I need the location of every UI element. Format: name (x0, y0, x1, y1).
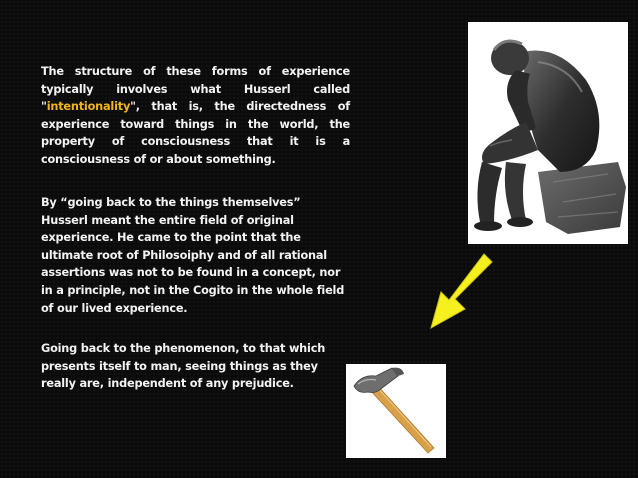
paragraph1-text-end: ", that is, the directedness of experience toward things in the world, the property of consciousness that it is a consciousness of or about something. (41, 100, 350, 166)
hammer-icon (346, 364, 446, 458)
paragraph-intentionality (41, 63, 350, 169)
paragraph1-text-start: The structure of these forms of experience typically involves what Husserl called " (41, 65, 350, 114)
arrow-down-left-icon (425, 248, 495, 334)
thinker-statue-image (468, 22, 628, 244)
paragraph-phenomenon: Going back to the phenomenon, to that which presents itself to man, seeing things as they really are, independent of any prejudice. (41, 342, 326, 391)
paragraph-things-themselves: By “going back to the things themselves” Husserl meant the entire field of original experience. He came to the point that the ultimate root of Philosoiphy and of all rational assertions was not to be found in a concept, nor in a principle, not in the Cogito in the whole field of our lived experience. (41, 196, 345, 315)
hammer-image (346, 364, 446, 458)
intentionality-term: intentionality (46, 100, 131, 114)
thinker-statue-icon (468, 22, 628, 244)
